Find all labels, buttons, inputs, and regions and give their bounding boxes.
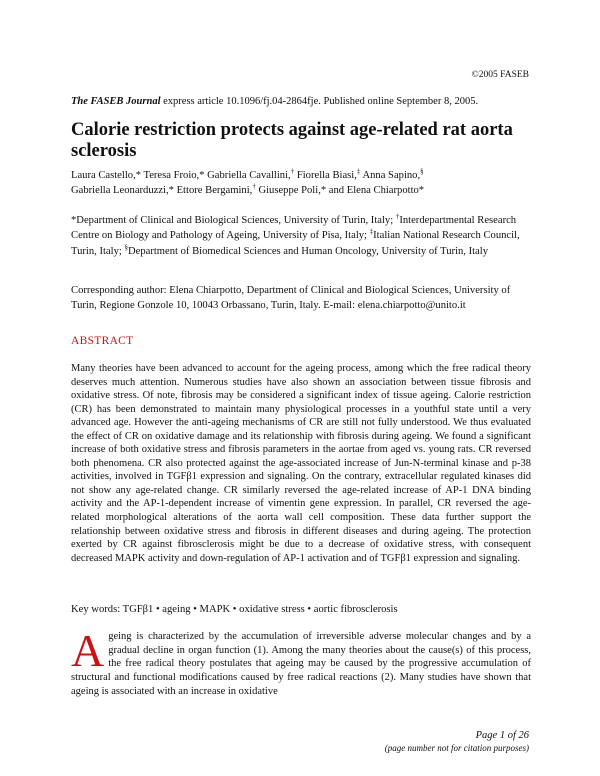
affiliation-mark: † <box>395 212 400 221</box>
author-text: Fiorella Biasi, <box>294 170 357 181</box>
affiliation-mark: ‡ <box>369 227 374 236</box>
abstract-body: Many theories have been advanced to account for the ageing process, among which the free radical theory deserves much attention. Numerous studies have also shown an association between tissue fibrosis and oxidative stress. Of note, fibrosis may be considered a significant index of tissue ageing. Calorie restriction (CR) has been demonstrated to maintain many physiological processes in a youthful state until a very advanced age. However the anti-ageing mechanisms of CR are still not fully understood. We thus evaluated the effect of CR on oxidative damage and its relationship with fibrosis during ageing. We found a significant increase of both oxidative stress and fibrosis parameters in the aortae from aged vs. young rats. CR reversed both phenomena. CR also protected against the age-associated increase of Jun-N-terminal kinase and p-38 activities, involved in TGFβ1 expression and signaling. On the contrary, extracellular regulated kinases did not show any age-related change. CR similarly reversed the age-related increase of AP-1 DNA binding activity and the AP-1-dependent increase of vimentin gene expression. In parallel, CR reversed the age-related morphological alterations of the aorta wall cell composition. These data further support the relationship between oxidative stress and fibrosis in different diseases and during ageing. The protection exerted by CR against fibrosclerosis might be due to a decrease of oxidative stress, with consequent decreased MAPK activity and down-regulation of AP-1 activation and of TGFβ1 expression and signaling. <box>71 363 531 564</box>
author-list <box>71 168 541 198</box>
affiliation-mark: ‡ <box>356 167 361 176</box>
author-text: Laura Castello,* Teresa Froio,* Gabriella Cavallini, <box>71 170 291 181</box>
corresponding-author: Corresponding author: Elena Chiarpotto, Department of Clinical and Biological Sciences, University of Turin, Regione Gonzole 10, 10043 Orbassano, Turin, Italy. E-mail: elena.chiarpotto@unito.it <box>71 285 511 312</box>
copyright-notice: ©2005 FASEB <box>471 70 529 80</box>
introduction-paragraph <box>71 625 531 699</box>
affiliation-text: *Department of Clinical and Biological Sciences, University of Turin, Italy; <box>71 215 396 226</box>
author-text: Anna Sapino, <box>360 170 421 181</box>
journal-citation-line <box>71 96 540 107</box>
drop-cap: A <box>71 625 105 676</box>
article-info: express article 10.1096/fj.04-2864fje. Published online September 8, 2005. <box>160 96 479 107</box>
page-number-note: (page number not for citation purposes) <box>384 743 529 753</box>
journal-name: The FASEB Journal <box>71 96 161 107</box>
page-footer <box>385 730 529 754</box>
affiliation-mark: † <box>290 167 295 176</box>
affiliation-text: Italian National Research Council, Turin, Italy; <box>71 230 520 257</box>
author-text: Gabriella Leonarduzzi,* Ettore Bergamini, <box>71 185 253 196</box>
affiliation-text: Department of Biomedical Sciences and Human Oncology, University of Turin, Italy <box>127 245 488 257</box>
author-text: Giuseppe Poli,* and Elena Chiarpotto* <box>255 185 425 196</box>
keywords: Key words: TGFβ1 • ageing • MAPK • oxidative stress • aortic fibrosclerosis <box>71 604 398 615</box>
affiliation-mark: § <box>124 243 128 252</box>
affiliation-mark: † <box>252 182 256 191</box>
affiliation-text: Interdepartmental Research Centre on Biology and Pathology of Ageing, University of Pisa, Italy; <box>71 215 517 242</box>
article-title: Calorie restriction protects against age-related rat aorta sclerosis <box>71 120 513 161</box>
abstract-heading: ABSTRACT <box>71 335 134 347</box>
affiliation-mark: § <box>420 167 424 176</box>
introduction-text: geing is characterized by the accumulation of irreversible adverse molecular changes and by a gradual decline in organ function (1). Among the many theories about the cause(s) of this process, the free radical theory postulates that ageing may be caused by the progressive accumulation of structural and functional modifications caused by free radical reactions (2). Many studies have shown that ageing is associated with an increase in oxidative <box>71 631 531 697</box>
page-number: Page 1 of 26 <box>475 730 529 741</box>
affiliations <box>71 213 536 259</box>
